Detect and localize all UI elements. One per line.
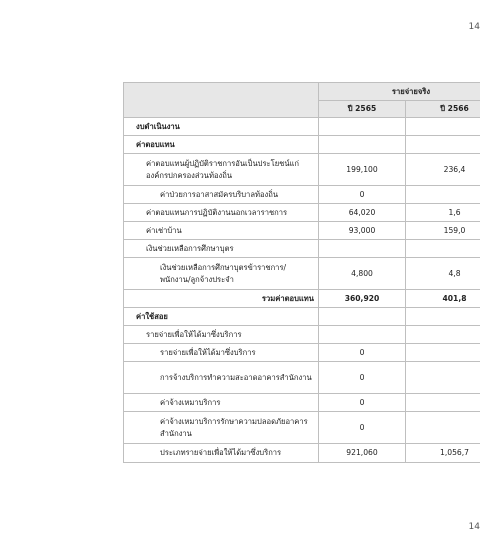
header-actual-expense: รายจ่ายจริง	[319, 83, 480, 101]
row-label: ประเภทรายจ่ายเพื่อให้ได้มาซึ่งบริการ	[124, 444, 319, 463]
row-label: การจ้างบริการทำความสะอาดอาคารสำนักงาน	[124, 362, 319, 394]
table-row	[124, 154, 480, 186]
row-value-2566: 401,8	[406, 290, 480, 308]
row-value-2565: 93,000	[319, 222, 406, 240]
row-value-2566	[406, 186, 480, 204]
row-label: ค่าจ้างเหมาบริการ	[124, 394, 319, 412]
row-value-2565: 0	[319, 186, 406, 204]
table-row	[124, 444, 480, 463]
row-value-2566	[406, 240, 480, 258]
row-value-2566: 1,056,7	[406, 444, 480, 463]
row-label: ค่าตอบแทนผู้ปฏิบัติราชการอันเป็นประโยชน์แก่องค์กรปกครองส่วนท้องถิ่น	[124, 154, 319, 186]
header-year-2565: ปี 2565	[319, 101, 406, 118]
row-value-2565	[319, 308, 406, 326]
table-row	[124, 394, 480, 412]
row-value-2566	[406, 118, 480, 136]
row-value-2565: 921,060	[319, 444, 406, 463]
table-row	[124, 326, 480, 344]
row-label: งบดำเนินงาน	[124, 118, 319, 136]
row-label: ค่าเช่าบ้าน	[124, 222, 319, 240]
row-value-2566	[406, 412, 480, 444]
row-value-2566	[406, 136, 480, 154]
row-label: ค่าป่วยการอาสาสมัครบริบาลท้องถิ่น	[124, 186, 319, 204]
header-blank-cell	[124, 83, 319, 118]
row-value-2565: 0	[319, 394, 406, 412]
table-row	[124, 290, 480, 308]
row-value-2565	[319, 240, 406, 258]
table-row	[124, 204, 480, 222]
row-value-2566: 159,0	[406, 222, 480, 240]
row-label: รายจ่ายเพื่อให้ได้มาซึ่งบริการ	[124, 326, 319, 344]
row-value-2566	[406, 362, 480, 394]
row-value-2565: 0	[319, 362, 406, 394]
row-value-2566: 236,4	[406, 154, 480, 186]
row-label: ค่าตอบแทน	[124, 136, 319, 154]
row-value-2565	[319, 136, 406, 154]
row-label: ค่าใช้สอย	[124, 308, 319, 326]
row-value-2566: 4,8	[406, 258, 480, 290]
row-label: รายจ่ายเพื่อให้ได้มาซึ่งบริการ	[124, 344, 319, 362]
table-row	[124, 186, 480, 204]
row-value-2565: 0	[319, 412, 406, 444]
row-value-2565: 0	[319, 344, 406, 362]
table-row	[124, 240, 480, 258]
row-label: เงินช่วยเหลือการศึกษาบุตรข้าราชการ/พนักงาน/ลูกจ้างประจำ	[124, 258, 319, 290]
table-row	[124, 118, 480, 136]
page-number-top: 14	[468, 22, 480, 32]
table-row	[124, 136, 480, 154]
row-label-total: รวมค่าตอบแทน	[124, 290, 319, 308]
table-row	[124, 222, 480, 240]
row-value-2565	[319, 326, 406, 344]
table-row	[124, 412, 480, 444]
row-value-2565: 4,800	[319, 258, 406, 290]
table-row	[124, 308, 480, 326]
row-value-2565	[319, 118, 406, 136]
table-row	[124, 362, 480, 394]
row-value-2565: 199,100	[319, 154, 406, 186]
row-value-2566: 1,6	[406, 204, 480, 222]
table-row	[124, 258, 480, 290]
row-value-2566	[406, 308, 480, 326]
row-value-2566	[406, 344, 480, 362]
budget-table	[123, 82, 480, 463]
table-row	[124, 344, 480, 362]
row-label: เงินช่วยเหลือการศึกษาบุตร	[124, 240, 319, 258]
row-value-2566	[406, 394, 480, 412]
row-label: ค่าตอบแทนการปฏิบัติงานนอกเวลาราชการ	[124, 204, 319, 222]
row-value-2566	[406, 326, 480, 344]
page-number-bottom: 14	[468, 522, 480, 532]
row-label: ค่าจ้างเหมาบริการรักษาความปลอดภัยอาคารสำนักงาน	[124, 412, 319, 444]
row-value-2565: 360,920	[319, 290, 406, 308]
row-value-2565: 64,020	[319, 204, 406, 222]
header-year-2566: ปี 2566	[406, 101, 480, 118]
